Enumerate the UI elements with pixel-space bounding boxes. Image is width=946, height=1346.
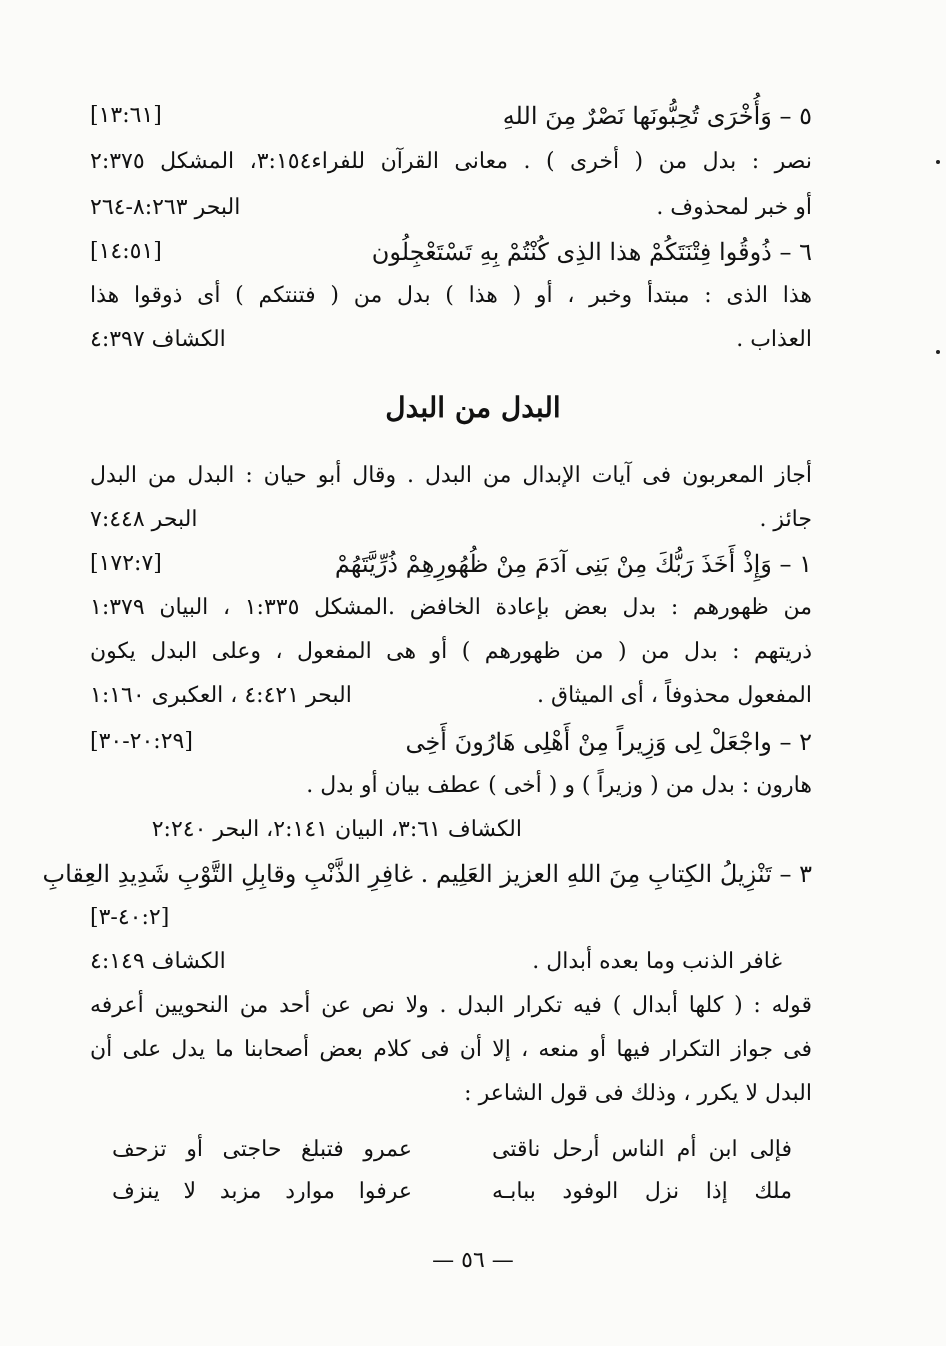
commentary-text: من ظهورهم : بدل بعض بإعادة الخافض .المشكل ١:٣٣٥ ، البيان ١:٣٧٩ [90,595,812,620]
entry-line [90,1030,812,1070]
entry-line [90,942,812,982]
entry-line [90,96,812,136]
source-citation: الكشاف ٤:١٤٩ [90,949,226,974]
entry-line [90,722,812,762]
commentary-text: نصر : بدل من ( أخرى ) . معانى القرآن للفراء٣:١٥٤، المشكل ٢:٣٧٥ [90,149,812,174]
commentary-text: المفعول محذوفاً ، أى الميثاق . [537,683,812,708]
verse-text: ٢ – واجْعَلْ لِى وَزِيراً مِنْ أَهْلِى هَارُونَ أَخِى [405,728,812,756]
entry-line [90,188,812,228]
entry-line [90,898,812,938]
poem-verse [112,1172,792,1212]
verse-reference: [١٣:٦١] [90,103,162,128]
entry-line [90,232,812,272]
commentary-text: هذا الذى : مبتدأ وخبر ، أو ( هذا ) بدل من ( فتنتكم ) أى ذوقوا هذا [90,283,812,308]
verse-reference: [١٤:٥١] [90,239,162,264]
verse-text: ١ – وَإِذْ أَخَذَ رَبُّكَ مِنْ بَنِى آدَمَ مِنْ ظُهُورِهِمْ ذُرِّيَّتَهُمْ [334,550,812,578]
commentary-text: فى جواز التكرار فيها أو منعه ، إلا أن فى كلام بعض أصحابنا ما يدل على أن [90,1037,812,1062]
page-number: — ٥٦ — [432,1248,514,1273]
source-citation: الكشاف ٣:٦١، البيان ٢:١٤١، البحر ٢:٢٤٠ [151,817,522,842]
section-title: البدل من البدل [385,391,561,424]
verse-reference: [١٧٢:٧] [90,551,162,576]
entry-line [90,500,812,540]
entry-line [42,854,812,894]
source-citation: البحر ٤:٤٢١ ، العكبرى ١:١٦٠ [90,683,352,708]
poem-verse [112,1130,792,1170]
commentary-text: قوله : ( كلها أبدال ) فيه تكرار البدل . ولا نص عن أحد من النحويين أعرفه [90,993,812,1018]
poem-hemistich-second: عمرو فتبلغ حاجتى أو تزحف [112,1137,412,1162]
commentary-text: أجاز المعربون فى آيات الإبدال من البدل . وقال أبو حيان : البدل من البدل [90,463,812,488]
entry-line [90,632,812,672]
verse-text: ٦ – ذُوقُوا فِتْنَتَكُمْ هذا الذِى كُنْتُمْ بِهِ تَسْتَعْجِلُون [371,238,812,266]
source-citation: البحر ٨:٢٦٣-٢٦٤ [90,195,241,220]
entry-line [90,544,812,584]
commentary-text: هارون : بدل من ( وزيراً ) و ( أخى ) عطف بيان أو بدل . [306,773,812,798]
entry-line [90,766,812,806]
commentary-text: ذريتهم : بدل من ( من ظهورهم ) أو هى المفعول ، وعلى البدل يكون [90,639,812,664]
entry-line [90,276,812,316]
entry-line [90,142,812,182]
commentary-text: غافر الذنب وما بعده أبدال . [532,949,782,974]
verse-reference: [٤٠:٢-٣] [90,905,170,930]
commentary-text: جائز . [759,507,812,532]
entry-line [90,986,812,1026]
verse-text: ٣ – تَنْزِيلُ الكِتابِ مِنَ اللهِ العزيز العَلِيم . غافِرِ الذَّنْبِ وقابِلِ التَّوْبِ شَدِيدِ العِقابِ [42,860,812,888]
scan-speck [936,350,940,354]
verse-text: ٥ – وَأُخْرَى تُحِبُّونَها نَصْرٌ مِنَ اللهِ [502,102,812,130]
entry-line [90,588,812,628]
verse-reference: [٢٠:٢٩-٣٠] [90,729,193,754]
scan-speck [936,160,940,164]
commentary-text: البدل لا يكرر ، وذلك فى قول الشاعر : [464,1081,812,1106]
entry-line [90,456,812,496]
entry-line [90,676,812,716]
commentary-text: العذاب . [736,327,812,352]
entry-line [90,1074,812,1114]
entry-line [90,810,812,850]
poem-hemistich-first: ملك إذا نزل الوفود ببابـه [492,1179,792,1204]
poem-hemistich-second: عرفوا موارد مزبد لا ينزف [112,1179,412,1204]
source-citation: البحر ٧:٤٤٨ [90,507,198,532]
entry-line [90,320,812,360]
commentary-text: أو خبر لمحذوف . [656,195,812,220]
poem-hemistich-first: فإلى ابن أم الناس أرحل ناقتى [492,1137,792,1162]
source-citation: الكشاف ٤:٣٩٧ [90,327,226,352]
